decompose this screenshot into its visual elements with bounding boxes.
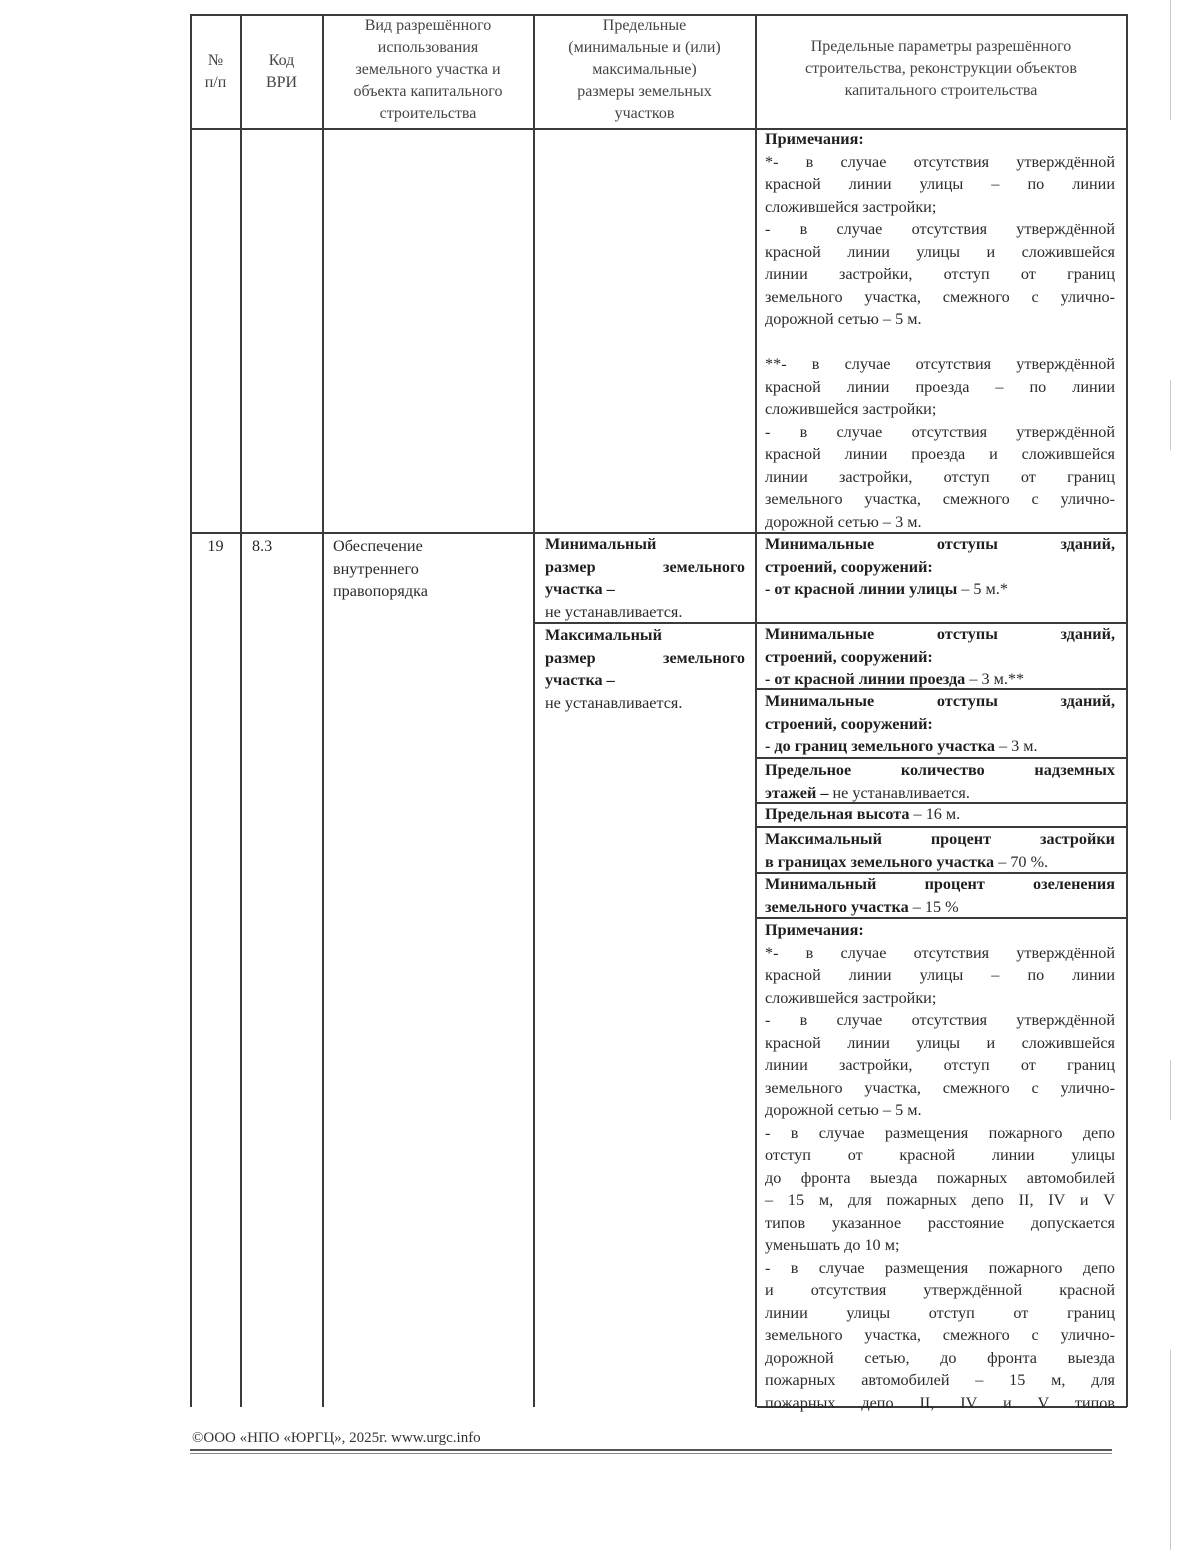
header-code: Код ВРИ: [265, 52, 298, 91]
col-divider-2: [322, 14, 324, 1407]
table-border-left: [190, 14, 192, 1407]
param-height: Предельная высота – 16 м.: [765, 805, 961, 823]
scan-edge: [1170, 1350, 1171, 1550]
continued-notes: Примечания: *- в случае отсутствия утверждённой красной линии улицы – по линии сложившейся застройки; - в случае отсутствия утверждённой красной линии улицы и сложившейся линии застройки, отступ от границ земельного участка, смежного с улично- дорожной сетью – 5 м. **- в случае отсутствия утверждённой красной линии проезда – по линии сложившейся застройки; - в случае отсутствия утверждённой красной линии проезда и сложившейся линии застройки, отступ от границ земельного участка, смежного с улично- дорожной сетью – 3 м.: [765, 130, 1115, 531]
max-size-cell: Максимальный размер земельного участка – не устанавливается.: [545, 626, 745, 712]
min-size-cell: Минимальный размер земельного участка – не устанавливается.: [545, 535, 745, 621]
row19-use: Обеспечение внутреннего правопорядка: [333, 537, 428, 600]
col-divider-3: [533, 14, 535, 1407]
footer-copyright: ©ООО «НПО «ЮРГЦ», 2025г. www.urgc.info: [192, 1430, 481, 1446]
param-greening: Минимальный процент озеленения земельного участка – 15 %: [765, 875, 1115, 916]
param-coverage: Максимальный процент застройки в границах земельного участка – 70 %.: [765, 830, 1115, 871]
row19-notes: Примечания: *- в случае отсутствия утверждённой красной линии улицы – по линии сложившейся застройки; - в случае отсутствия утверждённой красной линии улицы и сложившейся линии застройки, отступ от границ земельного участка, смежного с улично- дорожной сетью – 5 м. - в случае размещения пожарного депо отступ от красной линии улицы до фронта выезда пожарных автомобилей – 15 м, для пожарных депо II, IV и V типов указанное расстояние допускается уменьшать до 10 м; - в случае размещения пожарного депо и отсутствия утверждённой красной линии улицы отступ от границ земельного участка, смежного с улично- дорожной сетью, до фронта выезда пожарных автомобилей – 15 м, для пожарных депо II, IV и V типов: [765, 921, 1115, 1412]
row19-code: 8.3: [252, 537, 273, 555]
header-num: № п/п: [204, 52, 227, 91]
header-params: Предельные параметры разрешённого строительства, реконструкции объектов капитального строительства: [805, 38, 1077, 99]
table-border-right: [1126, 14, 1128, 1407]
row19-num: 19: [207, 537, 224, 555]
col-divider-1: [240, 14, 242, 1407]
param-setback-boundary: Минимальные отступы зданий, строений, сооружений: - до границ земельного участка – 3 м.: [765, 692, 1115, 755]
col-divider-4: [755, 14, 757, 1407]
footer-rule: [190, 1449, 1112, 1451]
param-floors: Предельное количество надземных этажей – не устанавливается.: [765, 761, 1115, 802]
footer-rule-thin: [190, 1453, 1112, 1454]
notes-title: Примечания:: [765, 130, 864, 148]
scan-edge: [1170, 380, 1171, 450]
header-use: Вид разрешённого использования земельного участка и объекта капитального строительства: [353, 17, 503, 122]
param-setback-driveway: Минимальные отступы зданий, строений, сооружений: - от красной линии проезда – 3 м.**: [765, 625, 1115, 688]
param-setback-street: Минимальные отступы зданий, строений, сооружений: - от красной линии улицы – 5 м.*: [765, 535, 1115, 598]
scan-edge: [1170, 0, 1171, 120]
scan-edge: [1170, 1060, 1171, 1120]
header-sizes: Предельные (минимальные и (или) максимальные) размеры земельных участков: [568, 17, 721, 122]
